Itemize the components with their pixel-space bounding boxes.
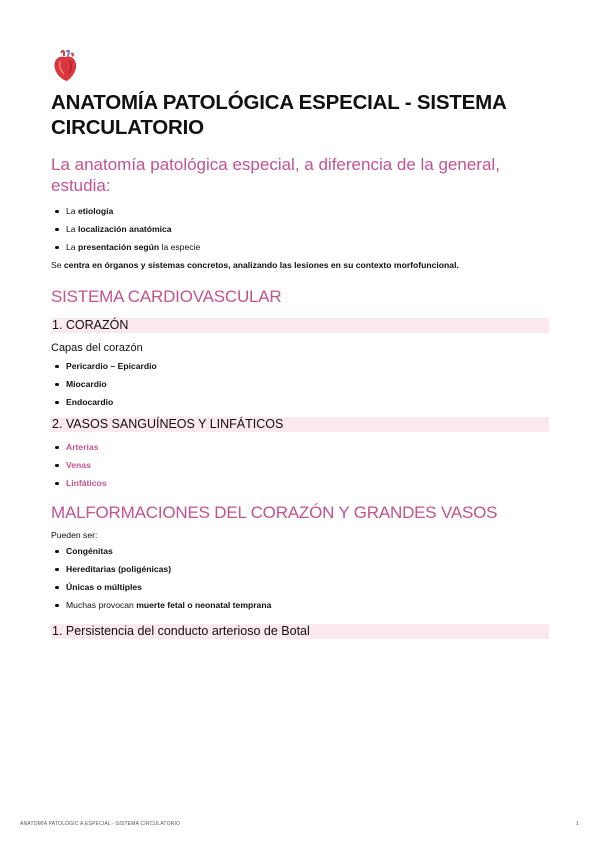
section-heading-malformaciones: MALFORMACIONES DEL CORAZÓN Y GRANDES VASOS xyxy=(51,503,498,522)
subheading-vasos: 2. VASOS SANGUÍNEOS Y LINFÁTICOS xyxy=(51,417,549,432)
capas-list xyxy=(51,357,549,411)
list-item: Endocardio xyxy=(66,393,549,411)
section-heading-cardiovascular: SISTEMA CARDIOVASCULAR xyxy=(51,287,282,306)
list-item: La localización anatómica xyxy=(66,220,549,238)
list-item: La presentación según la especie xyxy=(66,238,549,256)
intro-paragraph: Se centra en órganos y sistemas concretos, analizando las lesiones en su contexto morfofuncional. xyxy=(51,260,459,270)
lead-heading: La anatomía patológica especial, a diferencia de la general, estudia: xyxy=(51,155,500,195)
list-item: Únicas o múltiples xyxy=(66,578,549,596)
malformaciones-intro: Pueden ser: xyxy=(51,530,98,540)
link-linfaticos[interactable]: Linfáticos xyxy=(66,474,549,492)
subheading-botal: 1. Persistencia del conducto arterioso de Botal xyxy=(51,624,549,639)
capas-label: Capas del corazón xyxy=(51,342,143,354)
link-venas[interactable]: Venas xyxy=(66,456,549,474)
malformaciones-list xyxy=(51,542,549,614)
list-item: Hereditarias (poligénicas) xyxy=(66,560,549,578)
document-page xyxy=(51,50,549,645)
page-number: 1 xyxy=(576,821,579,827)
list-item: Miocardio xyxy=(66,375,549,393)
list-item: Congénitas xyxy=(66,542,549,560)
lead-list xyxy=(51,202,549,256)
link-arterias[interactable]: Arterias xyxy=(66,438,549,456)
subheading-corazon: 1. CORAZÓN xyxy=(51,318,549,333)
vasos-list xyxy=(51,438,549,492)
list-item: Muchas provocan muerte fetal o neonatal temprana xyxy=(66,596,549,614)
anatomical-heart-icon xyxy=(51,50,79,82)
list-item: Pericardio – Epicardio xyxy=(66,357,549,375)
page-footer: ANATOMÍA PATOLÓGIC A ESPECIAL - SISTEMA CIRCULATORIO xyxy=(20,821,181,827)
list-item: La etiología xyxy=(66,202,549,220)
page-title: ANATOMÍA PATOLÓGICA ESPECIAL - SISTEMA CIRCULATORIO xyxy=(51,91,506,139)
